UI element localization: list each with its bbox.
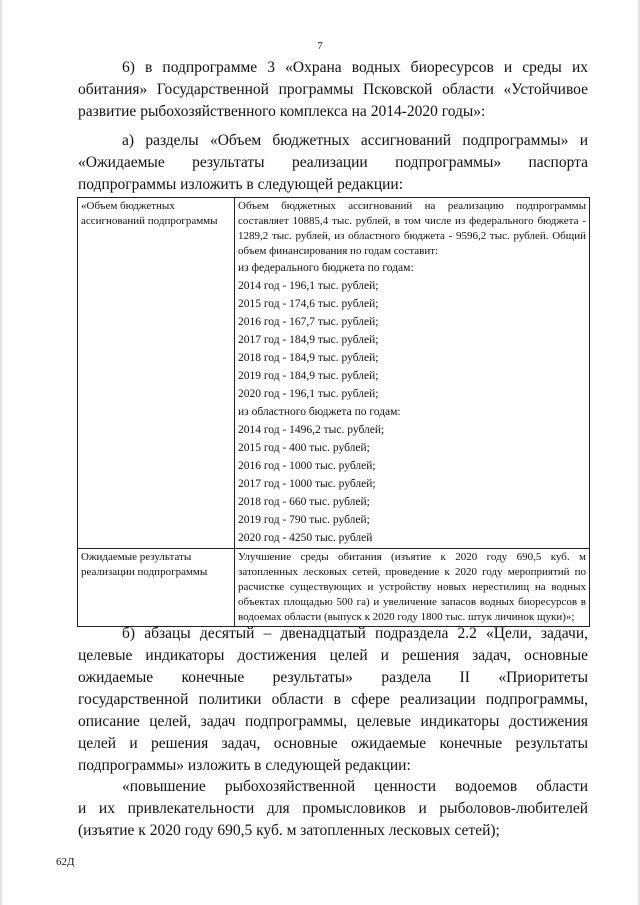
- results-row: [78, 549, 590, 627]
- regional-year-item: 2020 год - 4250 тыс. рублей: [238, 532, 373, 544]
- results-label: Ожидаемые результаты реализации подпрограммы: [81, 551, 208, 578]
- section-a-line-1: а) разделы «Объем бюджетных ассигнований подпрограммы» и: [122, 132, 588, 149]
- federal-year-item: 2019 год - 184,9 тыс. рублей;: [238, 370, 379, 382]
- section-b-line-4: государственной политики области в сфере реализации подпрограммы,: [78, 691, 588, 708]
- section-b-line-2: целевые индикаторы достижения целей и решения задач, основные: [78, 647, 588, 664]
- regional-year-item: 2018 год - 660 тыс. рублей;: [238, 496, 370, 508]
- page-edge-left: [0, 0, 2, 905]
- budget-summary: Объем бюджетных ассигнований на реализацию подпрограммы составляет 10885,4 тыс. рублей, в том числе из федерального бюджета - 1289,2 тыс. рублей, из областного бюджета - 9596,2 тыс. рублей. Общий объем финансирования по годам составит:: [238, 200, 586, 257]
- section-b-line-7: подпрограммы» изложить в следующей редакции:: [78, 757, 411, 774]
- quote-line-2: и их привлекательности для промысловиков и рыболовов-любителей: [78, 800, 588, 817]
- quote-line-1: «повышение рыбохозяйственной ценности водоемов области: [122, 778, 588, 795]
- regional-header: из областного бюджета по годам:: [238, 406, 401, 418]
- passport-table: [77, 197, 590, 627]
- regional-year-item: 2019 год - 790 тыс. рублей;: [238, 514, 370, 526]
- section-a-line-3: подпрограммы изложить в следующей редакции:: [78, 176, 404, 193]
- regional-year-item: 2017 год - 1000 тыс. рублей;: [238, 478, 376, 490]
- regional-year-item: 2016 год - 1000 тыс. рублей;: [238, 460, 376, 472]
- federal-year-item: 2014 год - 196,1 тыс. рублей;: [238, 280, 379, 292]
- budget-row: [78, 198, 590, 549]
- budget-content-cell: [235, 198, 590, 549]
- page-number: 7: [317, 40, 323, 52]
- intro-line-1: 6) в подпрограмме 3 «Охрана водных биоресурсов и среды их: [122, 59, 588, 76]
- results-content-cell: [235, 549, 590, 627]
- section-b-line-5: описание целей, задач подпрограммы, целевые индикаторы достижения: [78, 713, 588, 730]
- regional-year-item: 2014 год - 1496,2 тыс. рублей;: [238, 424, 385, 436]
- quote-paragraph: [78, 776, 588, 842]
- federal-year-item: 2020 год - 196,1 тыс. рублей;: [238, 388, 379, 400]
- quote-line-3: (изъятие к 2020 году 690,5 куб. м затопленных лесковых сетей);: [78, 822, 500, 839]
- intro-line-2: обитания» Государственной программы Псковской области «Устойчивое: [78, 81, 588, 98]
- section-b-line-1: б) абзацы десятый – двенадцатый подраздела 2.2 «Цели, задачи,: [122, 625, 588, 642]
- section-b-paragraph: [78, 623, 588, 777]
- regional-year-item: 2015 год - 400 тыс. рублей;: [238, 442, 370, 454]
- budget-label-cell: [78, 198, 235, 549]
- document-code: 62Д: [56, 856, 75, 868]
- intro-paragraph: [78, 57, 588, 123]
- federal-year-item: 2018 год - 184,9 тыс. рублей;: [238, 352, 379, 364]
- budget-label: «Объем бюджетных ассигнований подпрограммы: [81, 200, 218, 227]
- federal-year-item: 2016 год - 167,7 тыс. рублей;: [238, 316, 379, 328]
- section-a-line-2: «Ожидаемые результаты реализации подпрограммы» паспорта: [78, 154, 588, 171]
- federal-year-item: 2015 год - 174,6 тыс. рублей;: [238, 298, 379, 310]
- federal-header: из федерального бюджета по годам:: [238, 262, 414, 274]
- results-text: Улучшение среды обитания (изъятие к 2020 году 690,5 куб. м затопленных лесковых сетей, проведение к 2020 году мероприятий по расчистке существующих и устройству новых нерестилищ на водных объектах площадью 500 га) и увеличение запасов водных биоресурсов в водоемах области (выпуск к 2020 году 1800 тыс. штук личинок щуки)»;: [238, 551, 586, 623]
- federal-year-item: 2017 год - 184,9 тыс. рублей;: [238, 334, 379, 346]
- intro-line-3: развитие рыбохозяйственного комплекса на 2014-2020 годы»:: [78, 103, 486, 120]
- section-a-paragraph: [78, 130, 588, 196]
- results-label-cell: [78, 549, 235, 627]
- section-b-line-3: ожидаемые конечные результаты» раздела II «Приоритеты: [78, 669, 588, 686]
- section-b-line-6: целей и решения задач, основные ожидаемые конечные результаты: [78, 735, 588, 752]
